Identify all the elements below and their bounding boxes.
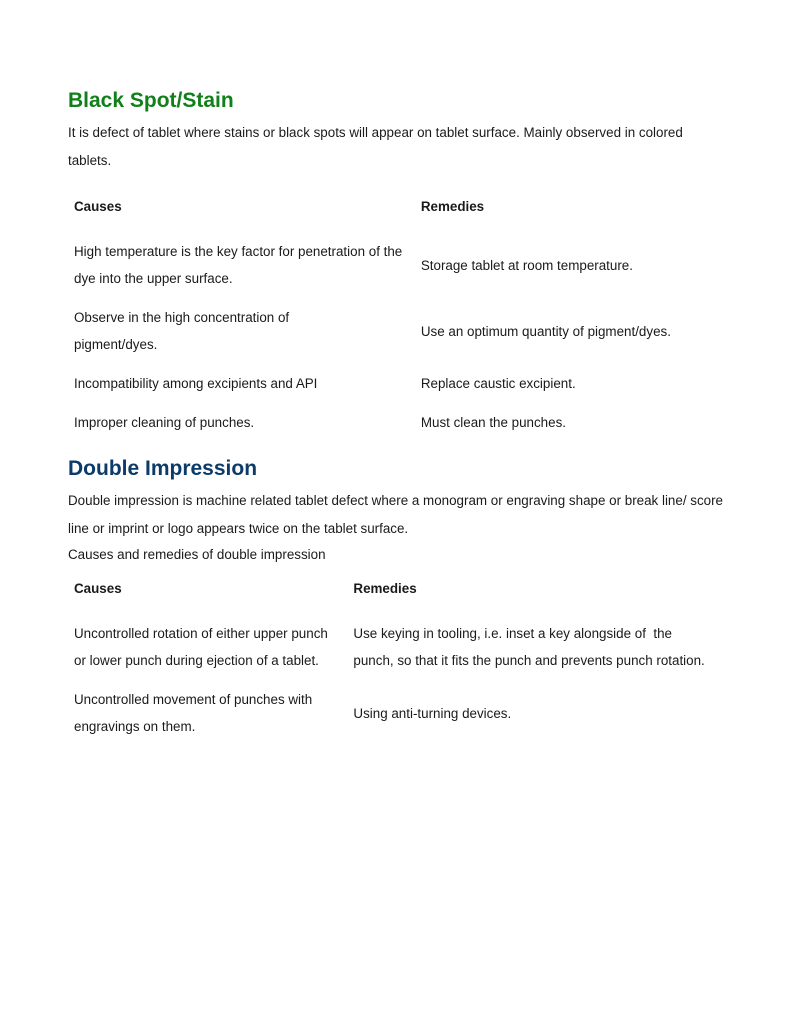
table-row <box>68 403 728 442</box>
cause-cell: Incompatibility among excipients and API <box>74 376 318 391</box>
table-header-row <box>68 193 728 232</box>
remedy-cell: Using anti-turning devices. <box>353 705 512 721</box>
cause-cell: Uncontrolled movement of punches with engravings on them. <box>74 692 313 734</box>
double-impression-description: Double impression is machine related tablet defect where a monogram or engraving shape or break line/ score line or imprint or logo appears twice on the tablet surface. <box>68 493 724 536</box>
remedy-line: punch, so that it fits the punch and prevents punch rotation. <box>353 653 705 668</box>
cause-cell: High temperature is the key factor for penetration of the dye into the upper surface. <box>74 244 403 286</box>
table-header-row <box>68 575 728 614</box>
remedy-cell <box>347 614 728 680</box>
section-title-double-impression: Double Impression <box>68 457 258 480</box>
table-row <box>68 614 728 680</box>
remedy-cell: Must clean the punches. <box>420 415 566 430</box>
section-title-black-spot: Black Spot/Stain <box>68 89 234 112</box>
table-row <box>68 298 728 364</box>
cause-cell: Observe in the high concentration of pigment/dyes. <box>74 310 290 352</box>
black-spot-description: It is defect of tablet where stains or black spots will appear on tablet surface. Mainly observed in colored tablets. <box>68 125 683 168</box>
remedy-line: Use keying in tooling, i.e. inset a key alongside of the <box>353 626 672 641</box>
remedy-cell: Use an optimum quantity of pigment/dyes. <box>420 323 671 339</box>
table-row <box>68 680 728 746</box>
double-impression-table <box>68 575 728 746</box>
black-spot-table <box>68 193 728 442</box>
causes-header: Causes <box>74 199 122 214</box>
remedy-cell: Storage tablet at room temperature. <box>420 257 633 273</box>
table-row <box>68 364 728 403</box>
causes-header: Causes <box>74 581 122 596</box>
cause-cell: Uncontrolled rotation of either upper punch or lower punch during ejection of a tablet. <box>74 626 328 668</box>
table-row <box>68 232 728 298</box>
double-impression-subtitle: Causes and remedies of double impression <box>68 547 326 562</box>
remedies-header: Remedies <box>420 199 485 214</box>
cause-cell: Improper cleaning of punches. <box>74 415 255 430</box>
remedy-cell: Replace caustic excipient. <box>420 376 576 391</box>
remedies-header: Remedies <box>353 581 417 596</box>
